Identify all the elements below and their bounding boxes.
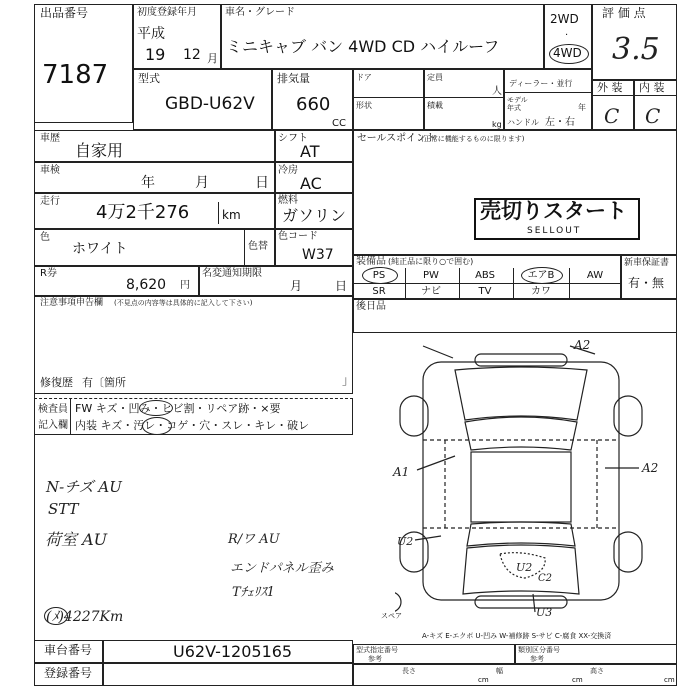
damage-mark: A2 [642,461,659,475]
airbag-circle [521,267,563,284]
handwritten-note: (ﾒ)4227Km [46,609,124,625]
dealer-divider [504,92,592,93]
shape-label: 形状 [356,101,372,110]
model-year-label: モデル年式 [507,96,528,112]
inspector-row2-items: 内装 キズ・汚レ・コゲ・穴・スレ・キレ・破レ [75,419,310,432]
disp-unit: CC [332,118,346,129]
disp: 660 [296,94,331,115]
damage-mark: U3 [536,606,553,619]
ac-label: 冷房 [278,165,298,176]
damage-mark: A2 [574,338,591,352]
equipment-item: カワ [531,286,551,297]
equipment-item: ABS [475,270,495,281]
damage-mark: C2 [538,573,553,584]
handwritten-note: N-チズ AU [46,478,122,496]
post-items-label: 後日品 [356,301,386,312]
name-change-day: 日 [335,279,348,293]
equipment-item: TV [478,286,492,297]
notes-subtitle: (不見点の内容等は具体的に記入して下さい) [114,299,253,307]
color-change-label: 色替 [248,241,268,252]
inspector-row1-label: 検査員 [38,404,68,415]
warranty-label: 新車保証書 [624,258,670,268]
dent-circle [139,400,173,416]
history: 自家用 [75,141,124,160]
int-label: 内 装 [639,81,665,94]
inspect-day: 日 [255,175,269,191]
capacity-unit: 人 [492,86,502,97]
name-change-label: 名変通知期限 [202,268,262,279]
equipment-item: PS [372,270,386,281]
reg-cell [103,663,353,686]
handwritten-note: 荷室 AU [45,530,108,549]
spec-ref: 参考 [368,655,382,663]
equipment-item: SR [372,286,386,297]
color-change-divider [244,229,245,266]
car-diagram-icon [395,340,675,630]
model-year-unit: 年 [578,103,586,112]
equipment-item: ナビ [421,286,441,297]
equipment-item: エアB [527,270,555,281]
history-cell [34,130,275,162]
inspector-row2-label: 記入欄 [38,420,68,431]
equipment-col-divider [513,268,514,299]
sellout-sub: SELLOUT [527,226,582,236]
shift: AT [300,142,320,161]
model: GBD-U62V [165,94,255,114]
ext-grade: C [604,104,620,128]
length-unit: cm [478,676,489,684]
history-label: 車歴 [40,133,60,144]
color-code: W37 [302,247,334,263]
load-unit: kg [492,120,502,129]
repair-value: 有〔箇所 [82,376,126,389]
notes-title: 注意事項申告欄 [40,298,104,308]
recycle-cell [34,266,199,296]
sales-subtitle: (正常に機能するものに限ります) [421,135,525,143]
handwritten-note: R/ワ AU [228,532,280,547]
lot-label: 出品番号 [40,6,89,20]
color-cell [34,229,275,266]
fuel: ガソリン [282,206,347,225]
length-label: 長さ [402,667,416,675]
handle-label: ハンドル [507,118,539,127]
equipment-item: PW [423,270,439,281]
legend: A-キズ E-エクボ U-凹み W-補修跡 S-サビ C-腐食 XX-交換済 [422,632,612,640]
fuel-label: 燃料 [278,195,298,206]
damage-mark: U2 [516,561,533,574]
equipment-col-divider [459,268,460,299]
ac: AC [300,174,322,193]
sales-title: セールスポイント [357,133,437,144]
stain-circle [142,417,172,435]
reg-month: 12 [183,47,201,63]
handwritten-note: STT [48,500,79,518]
inspect-month: 月 [195,175,209,191]
inspector-row1-items: FW キズ・凹み・ヒビ割・リペア跡・×要 [75,402,281,415]
drive-dot: · [565,30,569,41]
color-label: 色 [40,232,50,243]
handwritten-note: Tﾁｪﾘｽ1 [232,585,275,600]
dealer-label: ディーラー・並行 [509,79,573,88]
chassis-label: 車台番号 [44,643,93,657]
warranty-value: 有・無 [628,276,665,290]
color-code-label: 色コード [278,231,318,242]
equipment-item: AW [586,270,604,281]
width-unit: cm [572,676,583,684]
height-unit: cm [664,676,675,684]
model-label: 型式 [138,72,160,85]
post-items-box [353,299,677,333]
equipment-col-divider [569,268,570,299]
ext-label: 外 装 [597,81,623,94]
inspector-divider [70,398,71,435]
spec-label: 型式指定番号 [356,646,398,654]
mileage-unit: km [222,208,241,222]
sellout-main: 売切りスタート [480,199,627,223]
disp-label: 排気量 [277,72,310,85]
mileage: 4万2千276 [96,202,190,223]
carname: ミニキャブ バン 4WD CD ハイルーフ [226,37,500,56]
reg-year: 19 [145,45,166,64]
class-label: 類別区分番号 [518,646,560,654]
era: 平成 [137,26,165,42]
damage-mark: A1 [393,465,410,479]
class-ref: 参考 [530,655,544,663]
height-label: 高さ [590,667,604,675]
equipment-row-divider [353,283,621,284]
int-grade: C [645,104,661,128]
recycle-amount: 8,620 [126,277,167,293]
handle-value: 左・右 [545,117,575,128]
mileage-note-circle [44,607,68,625]
reg-label: 登録番号 [44,666,93,680]
equipment-col-divider [405,268,406,299]
recycle-yen: 円 [180,280,190,291]
width-label: 幅 [496,667,503,675]
grade-sub-divider [592,95,677,96]
mileage-label: 走行 [40,196,60,207]
capacity-label: 定員 [427,73,443,82]
reg-month-unit: 月 [207,52,218,65]
drive-4wd: 4WD [553,46,582,60]
door-label: ドア [356,73,372,82]
chassis-number: U62V-1205165 [173,642,293,661]
repair-bracket: 」 [342,373,355,387]
spare-label: スペア [381,612,402,620]
first-reg-label: 初度登録年月 [137,7,197,18]
drive-2wd: 2WD [550,12,579,26]
color: ホワイト [72,241,128,257]
mileage-unit-divider [218,202,219,224]
recycle-label: R券 [40,268,57,279]
inspect-label: 車検 [40,165,60,176]
load-label: 積載 [427,101,443,110]
equipment-title: 装備品 [356,256,386,267]
grade-label: 評 価 点 [602,6,646,20]
inspect-year: 年 [141,175,155,191]
grade-value: 3.5 [612,32,660,67]
repair-label: 修復歴 [40,376,73,389]
carname-label: 車名・グレード [225,7,295,18]
shift-label: シフト [278,133,308,144]
equipment-subtitle: (純正品に限り○で囲む) [388,257,474,266]
name-change-month: 月 [290,279,303,293]
ps-circle [362,267,398,284]
lot-number: 7187 [42,60,109,90]
handwritten-note: エンドパネル歪み [230,561,334,576]
damage-mark: U2 [397,535,414,548]
